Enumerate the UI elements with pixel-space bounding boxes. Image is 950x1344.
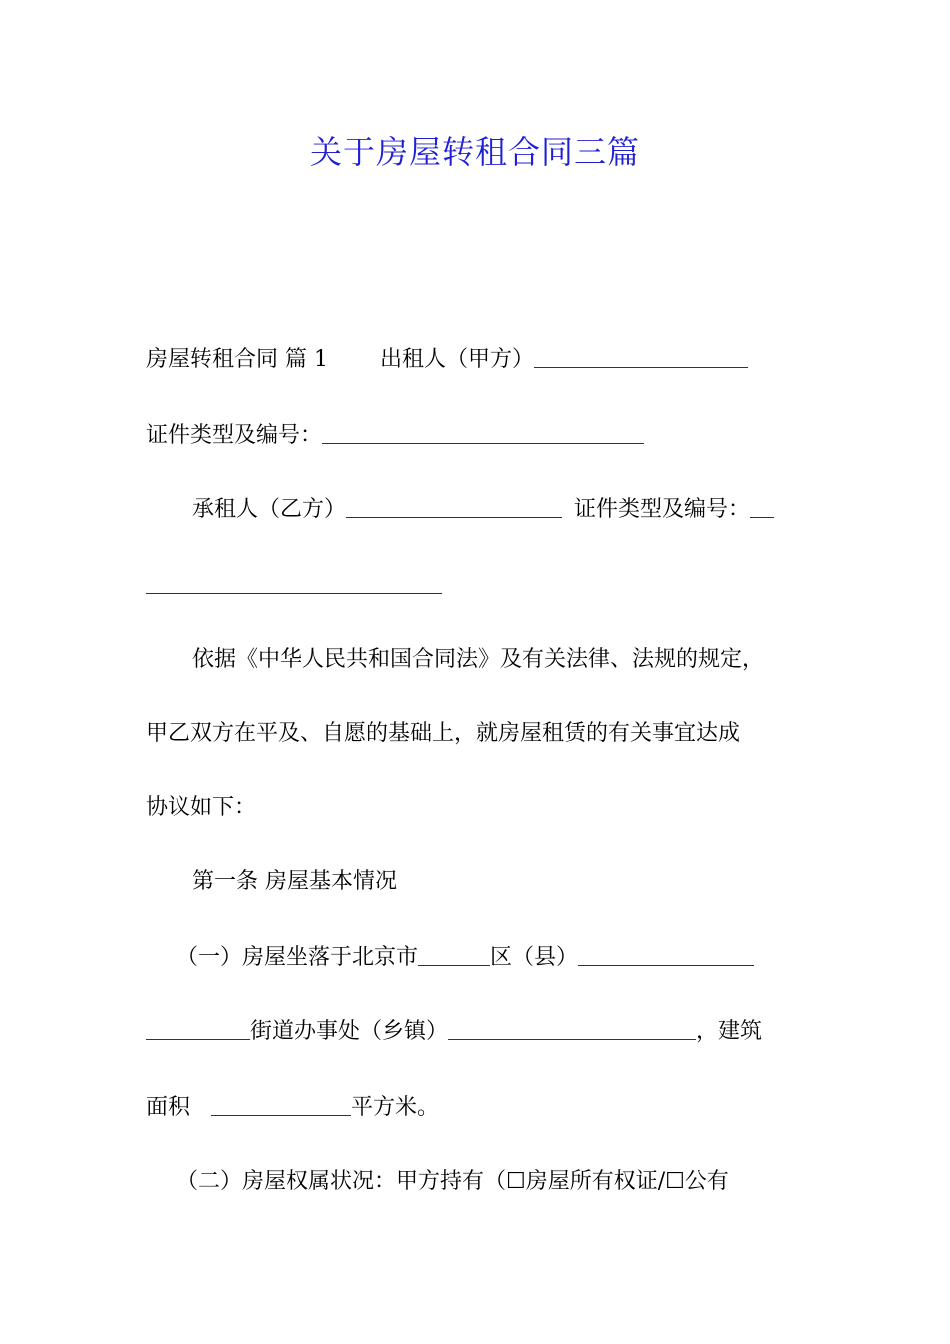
lessor-label: 出租人（甲方） — [379, 347, 534, 372]
line-lessor-id — [146, 418, 810, 454]
document-title: 关于房屋转租合同三篇 — [309, 133, 640, 171]
lessee-blank — [346, 495, 562, 518]
location-label: （一）房屋坐落于北京市 — [176, 945, 419, 970]
line-street-office — [146, 1014, 810, 1050]
line-lessee-id-cont — [146, 568, 810, 604]
area-unit: 平方米。 — [351, 1095, 440, 1120]
lessor-id-blank — [322, 421, 644, 444]
line-area — [146, 1090, 810, 1126]
lessee-id-blank-start — [750, 495, 774, 518]
district-blank — [418, 943, 490, 966]
lessee-id-blank-cont — [146, 571, 442, 594]
paragraph-basis-line1: 依据《中华人民共和国合同法》及有关法律、法规的规定， — [192, 647, 765, 672]
county-blank — [578, 943, 754, 966]
lessee-label: 承租人（乙方） — [192, 497, 347, 522]
line-lessee — [192, 492, 810, 528]
paragraph-basis-line3: 协议如下： — [146, 795, 257, 820]
township-blank — [448, 1017, 696, 1040]
lessor-id-label: 证件类型及编号： — [146, 423, 323, 448]
area-label: 面积 — [146, 1095, 197, 1120]
building-label: ，建筑 — [696, 1019, 763, 1044]
area-blank — [211, 1093, 351, 1116]
lessor-blank — [534, 345, 748, 368]
line-lessor — [146, 342, 810, 378]
district-label: 区（县） — [490, 945, 579, 970]
street-office-label: 街道办事处（乡镇） — [250, 1019, 449, 1044]
lessee-id-label: 证件类型及编号： — [574, 497, 751, 522]
article-one-heading: 第一条 房屋基本情况 — [192, 869, 397, 894]
street-blank — [146, 1017, 250, 1040]
line-ownership: （二）房屋权属状况：甲方持有（☐房屋所有权证/☐公有 — [176, 1169, 729, 1194]
line-house-location — [176, 940, 810, 976]
paragraph-basis-line2: 甲乙双方在平及、自愿的基础上，就房屋租赁的有关事宜达成 — [146, 721, 741, 746]
contract-heading: 房屋转租合同 篇 1 — [146, 347, 328, 372]
